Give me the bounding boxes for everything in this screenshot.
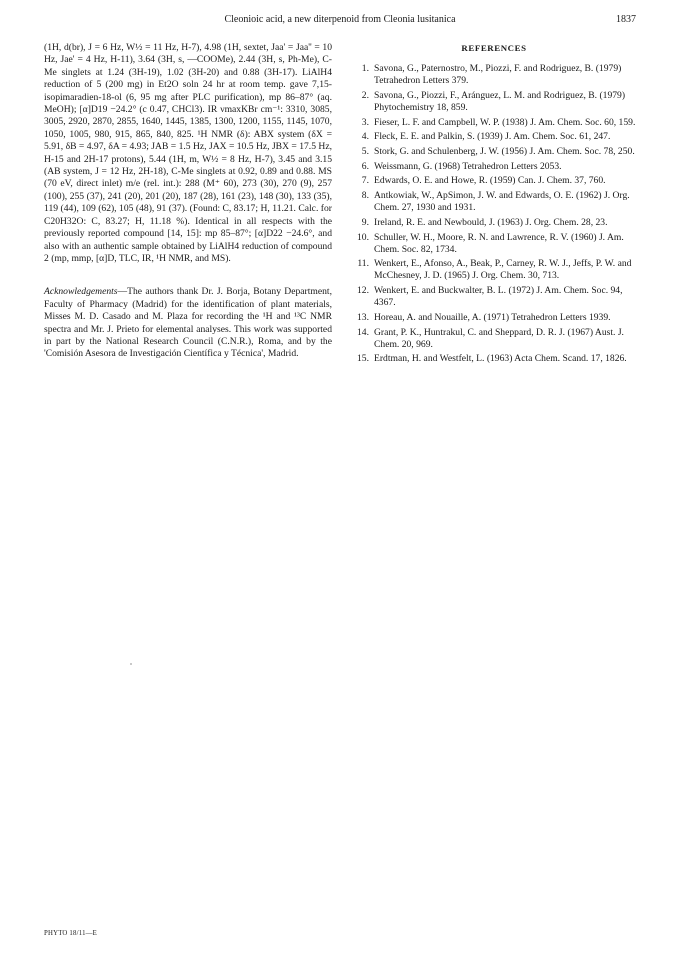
reference-number: 1. [361,63,369,75]
acknowledgements-label: Acknowledgements [44,286,118,298]
reference-number: 13. [357,311,369,323]
references-heading: REFERENCES [461,43,527,53]
reference-number: 7. [361,175,369,187]
page-number: 1837 [616,14,636,25]
reference-item [352,258,636,282]
reference-text: Stork, G. and Schulenberg, J. W. (1956) J. Am. Chem. Soc. 78, 250. [374,146,635,158]
reference-text: Weissmann, G. (1968) Tetrahedron Letters 2053. [374,160,562,172]
reference-item [352,131,636,143]
acknowledgements-text: —The authors thank Dr. J. Borja, Botany Department, Faculty of Pharmacy (Madrid) for the identification of plant materials, Misses M. D. Casado and M. Plaza for recording the ¹H and ¹³C NMR spectra and Mr. J. Prieto for elemental analyses. This work was supported in part by the National Research Council (C.N.R.), Roma, and by the 'Comisión Asesora de Investigación Científica y Técnica', Madrid. [44,286,332,360]
reference-item [352,90,636,114]
left-column [44,42,332,361]
reference-item [352,327,636,351]
reference-number: 6. [361,160,369,172]
reference-item [352,285,636,309]
reference-text: Savona, G., Piozzi, F., Aránguez, L. M. and Rodriguez, B. (1979) Phytochemistry 18, 859. [374,89,626,113]
reference-text: Fieser, L. F. and Campbell, W. P. (1938) J. Am. Chem. Soc. 60, 159. [374,116,636,128]
reference-number: 14. [357,326,369,338]
reference-text: Horeau, A. and Nouaille, A. (1971) Tetrahedron Letters 1939. [374,311,611,323]
reference-text: Savona, G., Paternostro, M., Piozzi, F. and Rodriguez, B. (1979) Tetrahedron Letters 379. [374,63,622,87]
footer-code: PHYTO 18/11—E [44,930,98,937]
reference-text: Ireland, R. E. and Newbould, J. (1963) J. Org. Chem. 28, 23. [374,216,608,228]
reference-item [352,217,636,229]
references-list [352,63,636,365]
reference-item [352,63,636,87]
scan-speck [130,663,132,665]
reference-item [352,312,636,324]
reference-item [352,190,636,214]
reference-number: 5. [361,146,369,158]
reference-text: Erdtman, H. and Westfelt, L. (1963) Acta Chem. Scand. 17, 1826. [374,353,627,365]
reference-item [352,232,636,256]
reference-number: 8. [361,190,369,202]
right-column [352,42,636,368]
reference-text: Schuller, W. H., Moore, R. N. and Lawrence, R. V. (1960) J. Am. Chem. Soc. 82, 1734. [374,231,624,255]
running-header [44,14,636,28]
reference-number: 12. [357,285,369,297]
reference-text: Grant, P. K., Huntrakul, C. and Sheppard, D. R. J. (1967) Aust. J. Chem. 20, 969. [374,326,624,350]
reference-number: 11. [357,258,369,270]
reference-number: 4. [361,131,369,143]
reference-item [352,146,636,158]
running-title: Cleonioic acid, a new diterpenoid from Cleonia lusitanica [224,14,456,25]
reference-item [352,175,636,187]
reference-text: Wenkert, E. and Buckwalter, B. L. (1972) J. Am. Chem. Soc. 94, 4367. [374,285,623,309]
reference-number: 15. [357,353,369,365]
reference-number: 2. [361,89,369,101]
reference-item [352,117,636,129]
reference-text: Antkowiak, W., ApSimon, J. W. and Edwards, O. E. (1962) J. Org. Chem. 27, 1930 and 1931. [374,190,630,214]
reference-text: Edwards, O. E. and Howe, R. (1959) Can. J. Chem. 37, 760. [374,175,606,187]
reference-number: 3. [361,116,369,128]
reference-item [352,353,636,365]
reference-text: Fleck, E. E. and Palkin, S. (1939) J. Am. Chem. Soc. 61, 247. [374,131,611,143]
reference-item [352,161,636,173]
reference-text: Wenkert, E., Afonso, A., Beak, P., Carney, R. W. J., Jeffs, P. W. and McChesney, J. D. (1965) J. Org. Chem. 30, 713. [374,258,632,282]
experimental-paragraph: (1H, d(br), J = 6 Hz, W½ = 11 Hz, H-7), 4.98 (1H, sextet, Jaa' = Jaa'' = 10 Hz, Jae' = 4 Hz, H-11), 3.64 (3H, s, —COOMe), 2.44 (3H, s, Ph-Me), C-Me singlets at 1.24 (3H-19), 1.02 (3H-20) and 0.88 (3H-17). LiAlH4 reduction of 5 (200 mg) in Et2O soln 24 hr at room temp. gave 7,15-isopimaradien-18-ol (6, 95 mg after PLC purification), mp 86–87° (aq. MeOH); [α]D19 −24.2° (c 0.47, CHCl3). IR νmaxKBr cm⁻¹: 3310, 3085, 3005, 2920, 2870, 2855, 1640, 1445, 1385, 1300, 1200, 1155, 1145, 1070, 1050, 1005, 980, 915, 865, 840, 825. ¹H NMR (δ): ABX system (δX = 5.91, δB = 4.97, δA = 4.93; JAB = 1.5 Hz, JAX = 10.5 Hz, JBX = 17.5 Hz, H-15 and 2H-17 protons), 5.44 (1H, m, W½ = 8 Hz, H-7), 3.45 and 3.15 (AB system, J = 12 Hz, 2H-18), C-Me singlets at 0.92, 0.89 and 0.88. MS (70 eV, direct inlet) m/e (rel. int.): 288 (M⁺ 60), 273 (30), 270 (9), 257 (100), 255 (37), 241 (20), 201 (20), 187 (28), 161 (23), 148 (30), 133 (35), 119 (44), 109 (62), 105 (48), 91 (37). (Found: C, 83.17; H, 11.21. Calc. for C20H32O: C, 83.27; H, 11.18 %). Identical in all respects with the previously reported compound [14, 15]: mp 85–87°; [α]D22 −24.6°, and also with an authentic sample obtained by LiAlH4 reduction of compound 2 (mp, mmp, [α]D, TLC, IR, ¹H NMR, and MS). [44,42,332,264]
reference-number: 10. [357,231,369,243]
reference-number: 9. [361,216,369,228]
acknowledgements-paragraph [44,286,332,360]
